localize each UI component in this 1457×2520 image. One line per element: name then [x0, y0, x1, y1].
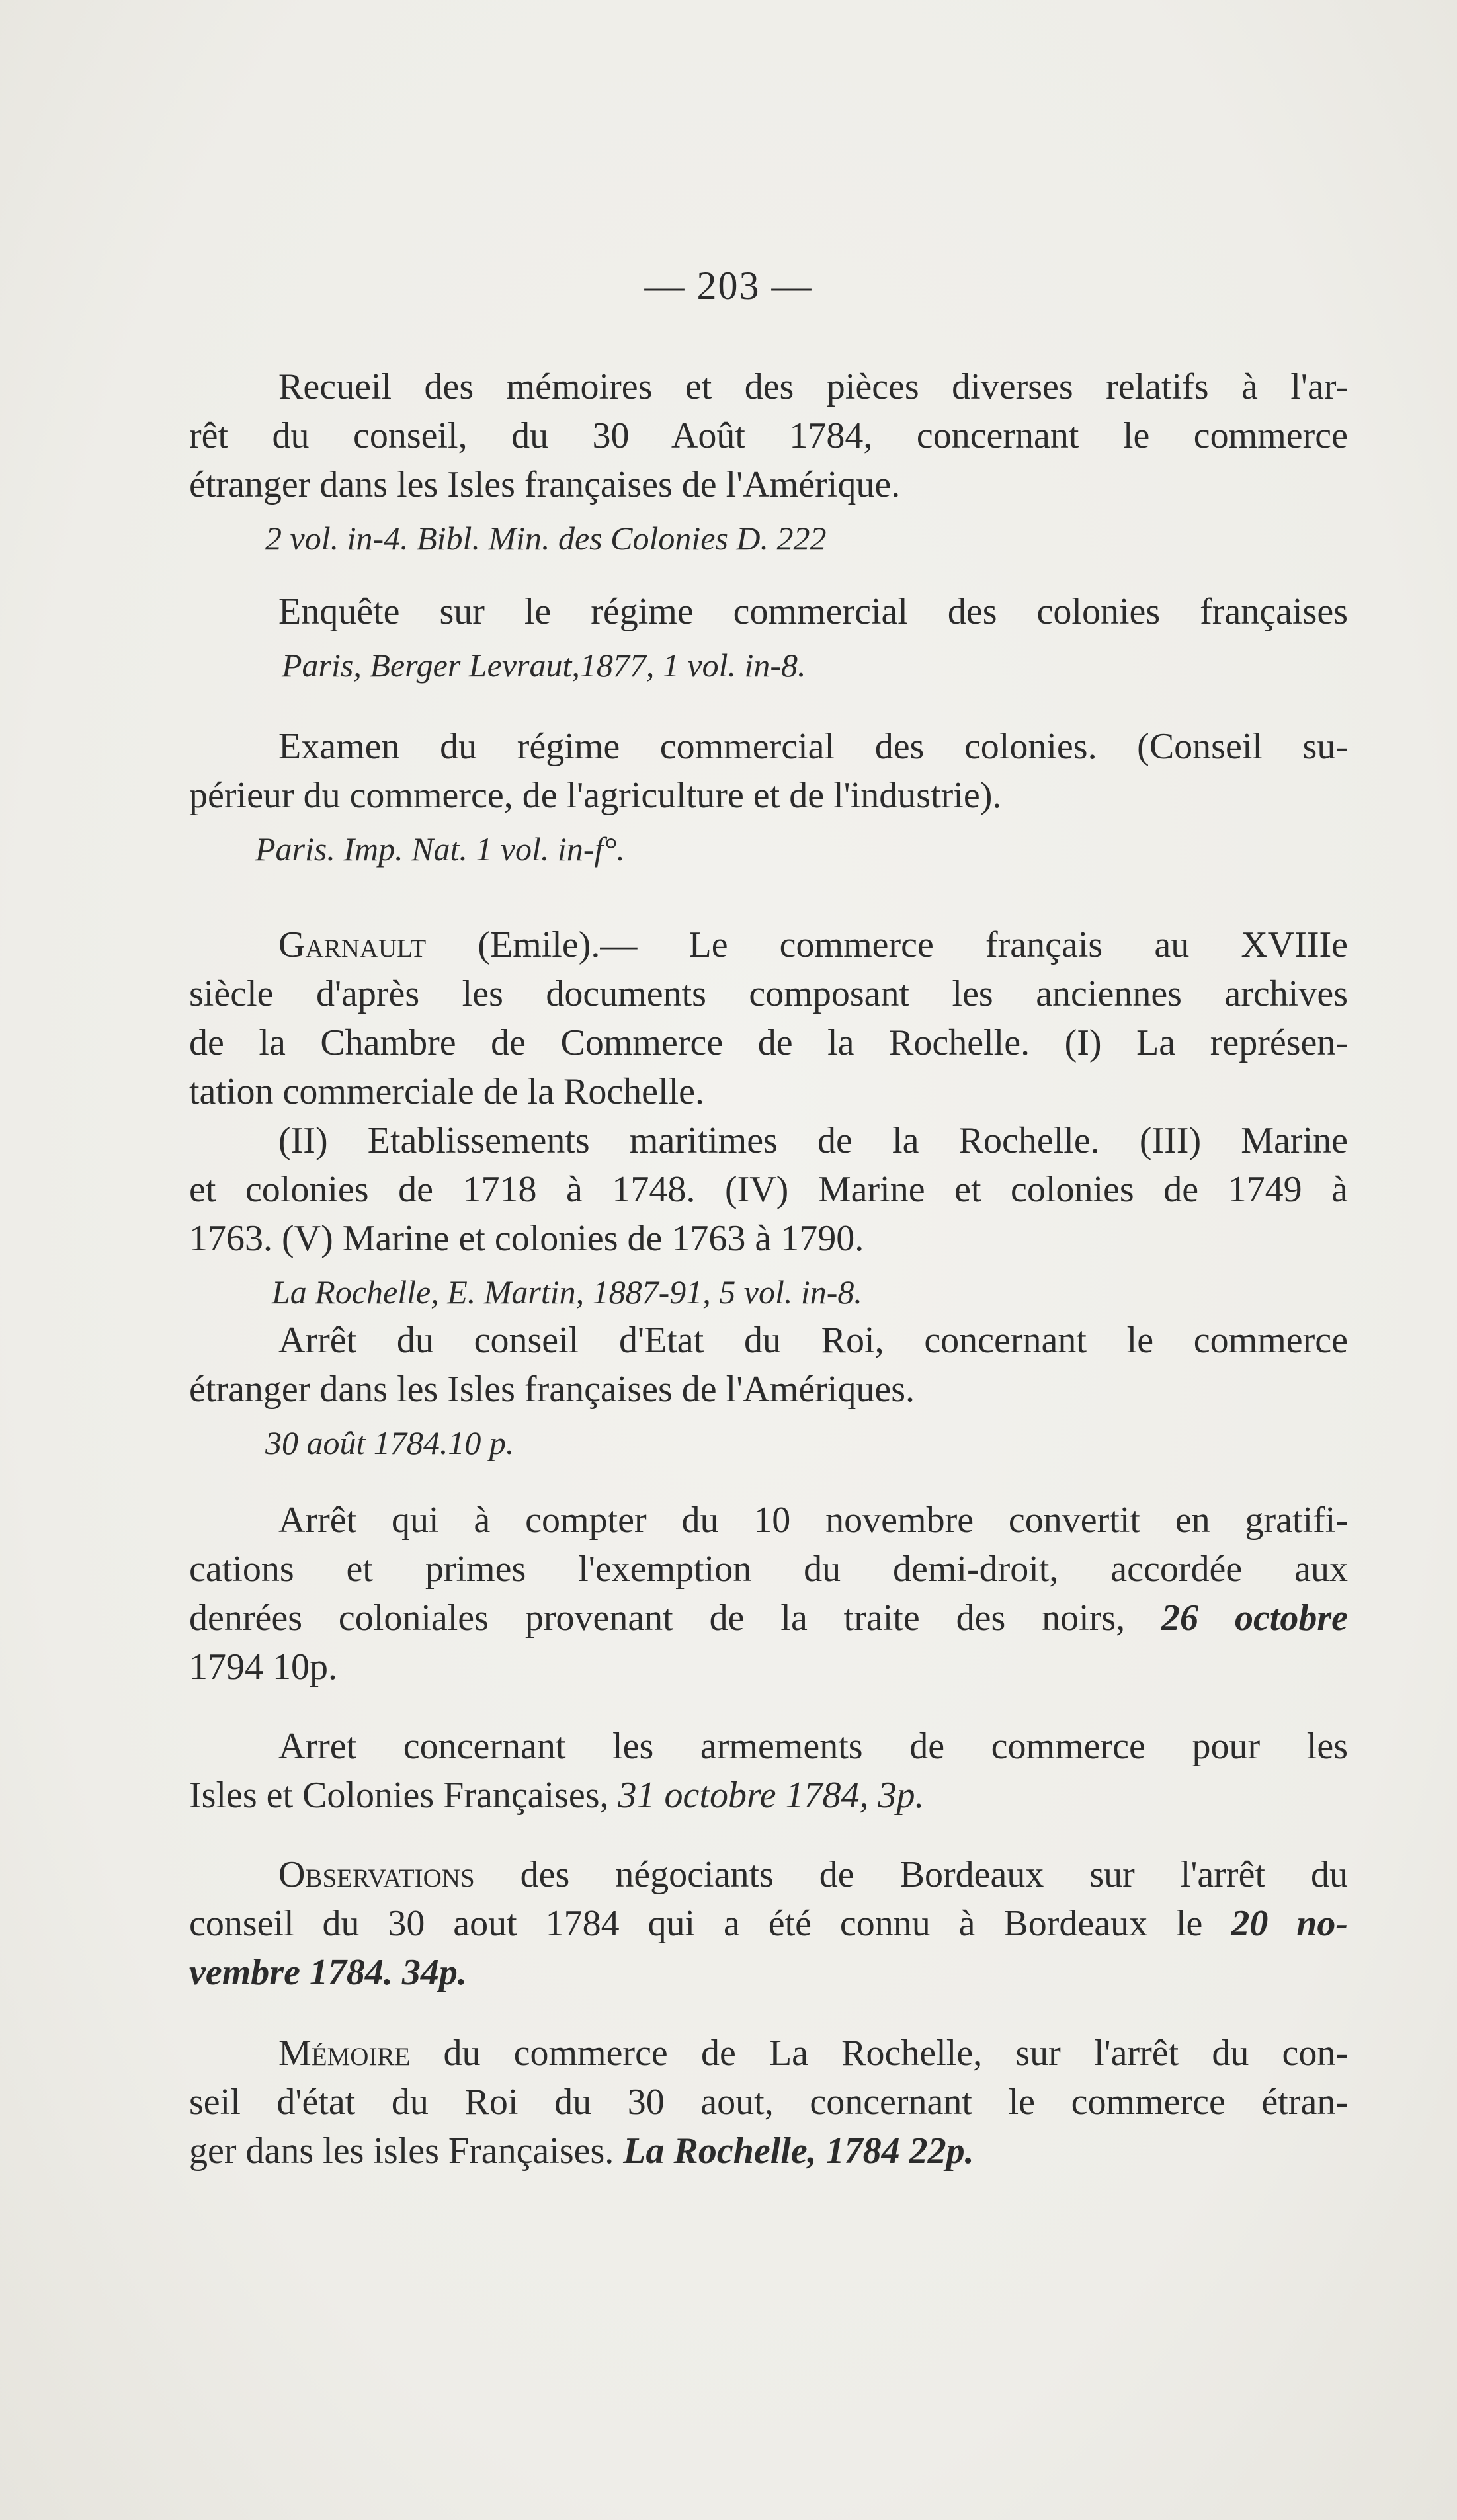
entry-text-line: Examen du régime commercial des colonies. (Conseil su- [278, 726, 1348, 767]
entry-text-line: Arret concernant les armements de commerce pour les [278, 1726, 1348, 1767]
entry-text-line: cations et primes l'exemption du demi-droit, accordée aux [189, 1549, 1348, 1590]
entry-date: 31 octobre 1784, 3p. [618, 1775, 925, 1816]
entry-author: Garnault [278, 924, 427, 965]
entry-citation: La Rochelle, E. Martin, 1887-91, 5 vol. in-8. [272, 1274, 862, 1311]
entry-text-line: denrées coloniales provenant de la traite des noirs, 26 octobre [189, 1598, 1348, 1639]
entry-citation: 2 vol. in-4. Bibl. Min. des Colonies D. 222 [265, 520, 827, 557]
entry-text-line: étranger dans les Isles françaises de l'Amérique. [189, 464, 901, 505]
entry-text-line: Enquête sur le régime commercial des colonies françaises [278, 591, 1348, 632]
bibliography-entry [189, 362, 1348, 562]
bibliography-entry [189, 587, 1348, 689]
entry-text-line: Isles et Colonies Françaises, 31 octobre 1784, 3p. [189, 1775, 925, 1816]
entry-text-line: conseil du 30 aout 1784 qui a été connu à Bordeaux le 20 no- [189, 1903, 1349, 1944]
entry-date: 26 octobre [1161, 1598, 1348, 1639]
entry-text-line: tation commerciale de la Rochelle. [189, 1071, 704, 1112]
bibliography-entry [189, 1850, 1348, 1997]
entry-text-line: (II) Etablissements maritimes de la Rochelle. (III) Marine [278, 1120, 1348, 1161]
bibliography-entry [189, 1316, 1348, 1467]
entry-text-line: 1794 10p. [189, 1646, 337, 1687]
entry-text-line: étranger dans les Isles françaises de l'Amériques. [189, 1369, 915, 1410]
entry-date: La Rochelle, 1784 22p. [623, 2131, 974, 2172]
bibliography-entry [189, 1496, 1348, 1691]
page-number: — 203 — [644, 264, 813, 307]
entry-date: 20 no- [1231, 1903, 1349, 1944]
entry-author: Mémoire [278, 2033, 411, 2074]
entry-text-line: de la Chambre de Commerce de la Rochelle. (I) La représen- [189, 1022, 1348, 1063]
entry-text-line: rêt du conseil, du 30 Août 1784, concernant le commerce [189, 415, 1348, 456]
entry-author: Observations [278, 1854, 475, 1895]
entry-text-line: Arrêt qui à compter du 10 novembre convertit en gratifi- [278, 1500, 1348, 1541]
entry-text-line: seil d'état du Roi du 30 aout, concernant le commerce étran- [189, 2082, 1348, 2123]
entry-text-line: périeur du commerce, de l'agriculture et de l'industrie). [189, 775, 1002, 816]
entry-text-line: Mémoire du commerce de La Rochelle, sur l'arrêt du con- [278, 2033, 1348, 2074]
bibliography-entry [189, 920, 1348, 1316]
entry-text-line: Observations des négociants de Bordeaux sur l'arrêt du [278, 1854, 1348, 1895]
entry-text-line: Arrêt du conseil d'Etat du Roi, concernant le commerce [278, 1320, 1348, 1361]
entry-text-line: vembre 1784. 34p. [189, 1952, 467, 1993]
bibliography-entry [189, 1722, 1348, 1820]
entry-text-line: ger dans les isles Françaises. La Rochelle, 1784 22p. [189, 2131, 974, 2172]
bibliography-entry [189, 2029, 1348, 2175]
entry-citation: 30 août 1784.10 p. [265, 1424, 515, 1461]
entry-text-line: siècle d'après les documents composant les anciennes archives [189, 973, 1348, 1014]
entry-citation: Paris, Berger Levraut,1877, 1 vol. in-8. [282, 647, 806, 684]
entry-text-line: et colonies de 1718 à 1748. (IV) Marine et colonies de 1749 à [189, 1169, 1348, 1210]
entry-text-line: Garnault (Emile).— Le commerce français au XVIIIe [278, 924, 1349, 965]
bibliography-entry [189, 722, 1348, 873]
entry-citation: Paris. Imp. Nat. 1 vol. in-f°. [255, 831, 625, 868]
entry-text-line: Recueil des mémoires et des pièces diverses relatifs à l'ar- [278, 366, 1348, 407]
entry-text-line: 1763. (V) Marine et colonies de 1763 à 1790. [189, 1218, 864, 1259]
